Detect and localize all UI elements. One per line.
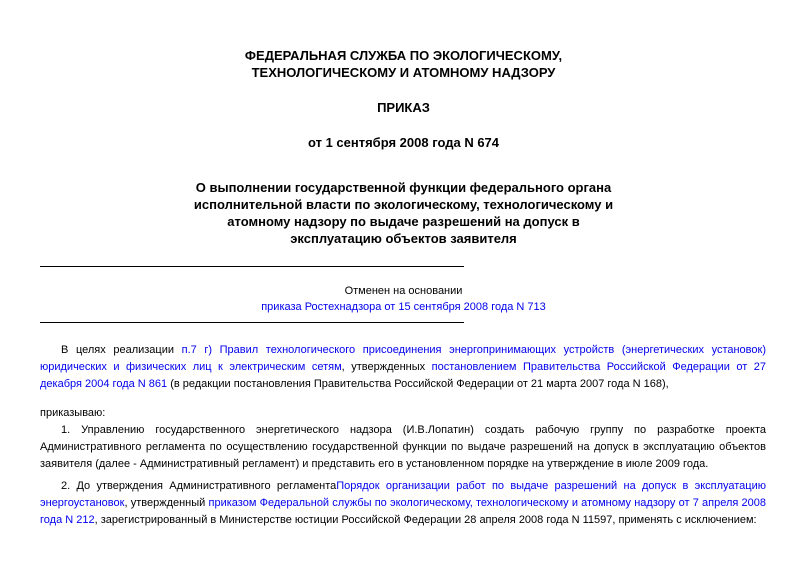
divider-bottom	[40, 322, 464, 323]
item-2-suffix: , зарегистрированный в Министерстве юстиции Российской Федерации 28 апреля 2008 года N 11597, применять с исключением:	[94, 514, 757, 526]
doc-title	[0, 179, 807, 247]
doc-title-line3: атомному надзору по выдаче разрешений на допуск в	[227, 214, 580, 229]
decree-word: приказываю:	[40, 407, 106, 419]
doc-title-line2: исполнительной власти по экологическому, технологическому и	[193, 197, 614, 212]
government-decree-link[interactable]: постановлением Правительства Российской Федерации от 27 декабря 2004 года N 861	[40, 361, 766, 390]
preamble-prefix: В целях реализации	[61, 344, 182, 356]
doc-type: ПРИКАЗ	[377, 100, 430, 115]
item-2-prefix: 2. До утверждения Административного регламента	[61, 480, 337, 492]
rostekhnadzor-order-link[interactable]: приказом Федеральной службы по экологическому, технологическому и атомному надзору от 7 апреля 2008 года N 212	[40, 497, 767, 526]
status-note-text: Отменен на основании	[344, 285, 463, 297]
cancel-order-link[interactable]: приказа Ростехнадзора от 15 сентября 2008 года N 713	[261, 301, 546, 313]
agency-name-line2: ТЕХНОЛОГИЧЕСКОМУ И АТОМНОМУ НАДЗОРУ	[251, 65, 556, 80]
status-note-link-row	[0, 300, 807, 314]
doc-title-line1: О выполнении государственной функции федерального органа	[195, 180, 612, 195]
preamble-suffix: (в редакции постановления Правительства Российской Федерации от 21 марта 2007 года N 168),	[167, 378, 669, 390]
preamble-mid: , утвержденных	[341, 361, 432, 373]
doc-date: от 1 сентября 2008 года N 674	[307, 135, 500, 150]
agency-name-line1: ФЕДЕРАЛЬНАЯ СЛУЖБА ПО ЭКОЛОГИЧЕСКОМУ,	[244, 48, 563, 63]
item-2-mid: , утвержденный	[124, 497, 209, 509]
doc-title-line4: эксплуатацию объектов заявителя	[290, 231, 517, 246]
rules-link[interactable]: п.7 г) Правил технологического присоединения энергопринимающих устройств (энергетических установок) юридических и физических лиц к электрическим сетям	[40, 344, 766, 373]
divider-top	[40, 266, 464, 267]
item-1-paragraph: 1. Управлению государственного энергетического надзора (И.В.Лопатин) создать рабочую группу по разработке проекта Административного регламента по осуществлению государственной функции по выдаче разрешений на допуск в эксплуатацию объектов заявителя (далее - Административный регламент) и представить его в установленном порядке на утверждение в июле 2009 года.	[40, 424, 766, 470]
preamble-paragraph	[40, 342, 766, 393]
agency-name	[0, 47, 807, 81]
item-2-paragraph	[40, 478, 766, 529]
procedure-link[interactable]: Порядок организации работ по выдаче разрешений на допуск в эксплуатацию энергоустановок	[40, 480, 766, 509]
